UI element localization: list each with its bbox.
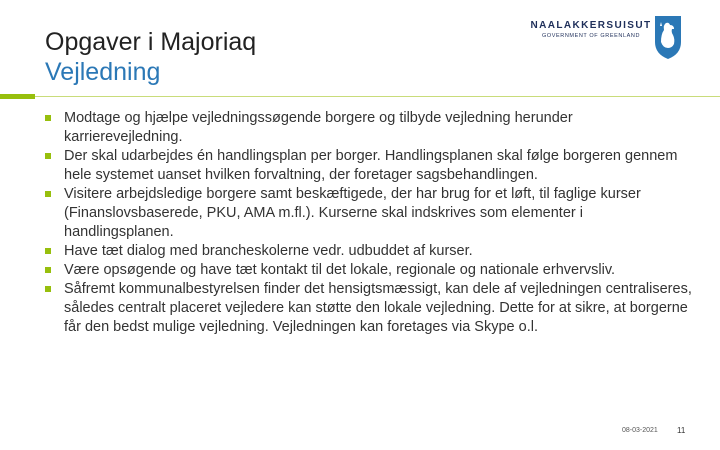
footer-date: 08-03-2021 <box>622 427 658 434</box>
bullet-marker-icon <box>45 267 51 273</box>
bullet-item <box>45 185 695 242</box>
bullet-marker-icon <box>45 191 51 197</box>
bullet-item <box>45 280 695 337</box>
logo-text <box>530 20 652 39</box>
bullet-text: Såfremt kommunalbestyrelsen finder det hensigtsmæssigt, kan dele af vejledningen centraliseres, således centralt placeret vejledere kan støtte den lokale vejledning. Dette for at sikre, at borgerne får den bedst mulige vejledning. Vejledningen kan foretages via Skype o.l. <box>64 281 692 335</box>
bullet-marker-icon <box>45 115 51 121</box>
slide-title <box>45 27 256 87</box>
greenland-coat-of-arms-icon <box>653 14 683 60</box>
bullet-text: Have tæt dialog med brancheskolerne vedr. udbuddet af kurser. <box>64 243 473 259</box>
logo-name: NAALAKKERSUISUT <box>530 20 652 31</box>
government-logo <box>530 14 710 64</box>
logo-subtitle: GOVERNMENT OF GREENLAND <box>541 33 641 39</box>
slide-title-line1: Opgaver i Majoriaq <box>45 28 257 56</box>
accent-bar <box>0 94 35 99</box>
bullet-text: Modtage og hjælpe vejledningssøgende borgere og tilbyde vejledning herunder karrierevejledning. <box>64 110 573 145</box>
bullet-item <box>45 261 695 280</box>
bullet-text: Visitere arbejdsledige borgere samt beskæftigede, der har brug for et løft, til faglige kurser (Finanslovsbaserede, PKU, AMA m.fl.). Kurserne skal indskrives som elementer i handlingsplanen. <box>64 186 641 240</box>
bullet-item <box>45 242 695 261</box>
bullet-marker-icon <box>45 153 51 159</box>
bullet-text: Være opsøgende og have tæt kontakt til det lokale, regionale og nationale erhvervsliv. <box>64 262 616 278</box>
slide-subtitle: Vejledning <box>45 58 161 86</box>
bullet-item <box>45 109 695 147</box>
bullet-text: Der skal udarbejdes én handlingsplan per borger. Handlingsplanen skal følge borgeren gennem hele systemet uanset hvilken forvaltning, der foretager sagsbehandlingen. <box>64 148 678 183</box>
bullet-list <box>45 109 695 337</box>
page-number: 11 <box>677 426 686 435</box>
bullet-item <box>45 147 695 185</box>
bullet-marker-icon <box>45 248 51 254</box>
divider-line <box>35 96 720 97</box>
bullet-marker-icon <box>45 286 51 292</box>
